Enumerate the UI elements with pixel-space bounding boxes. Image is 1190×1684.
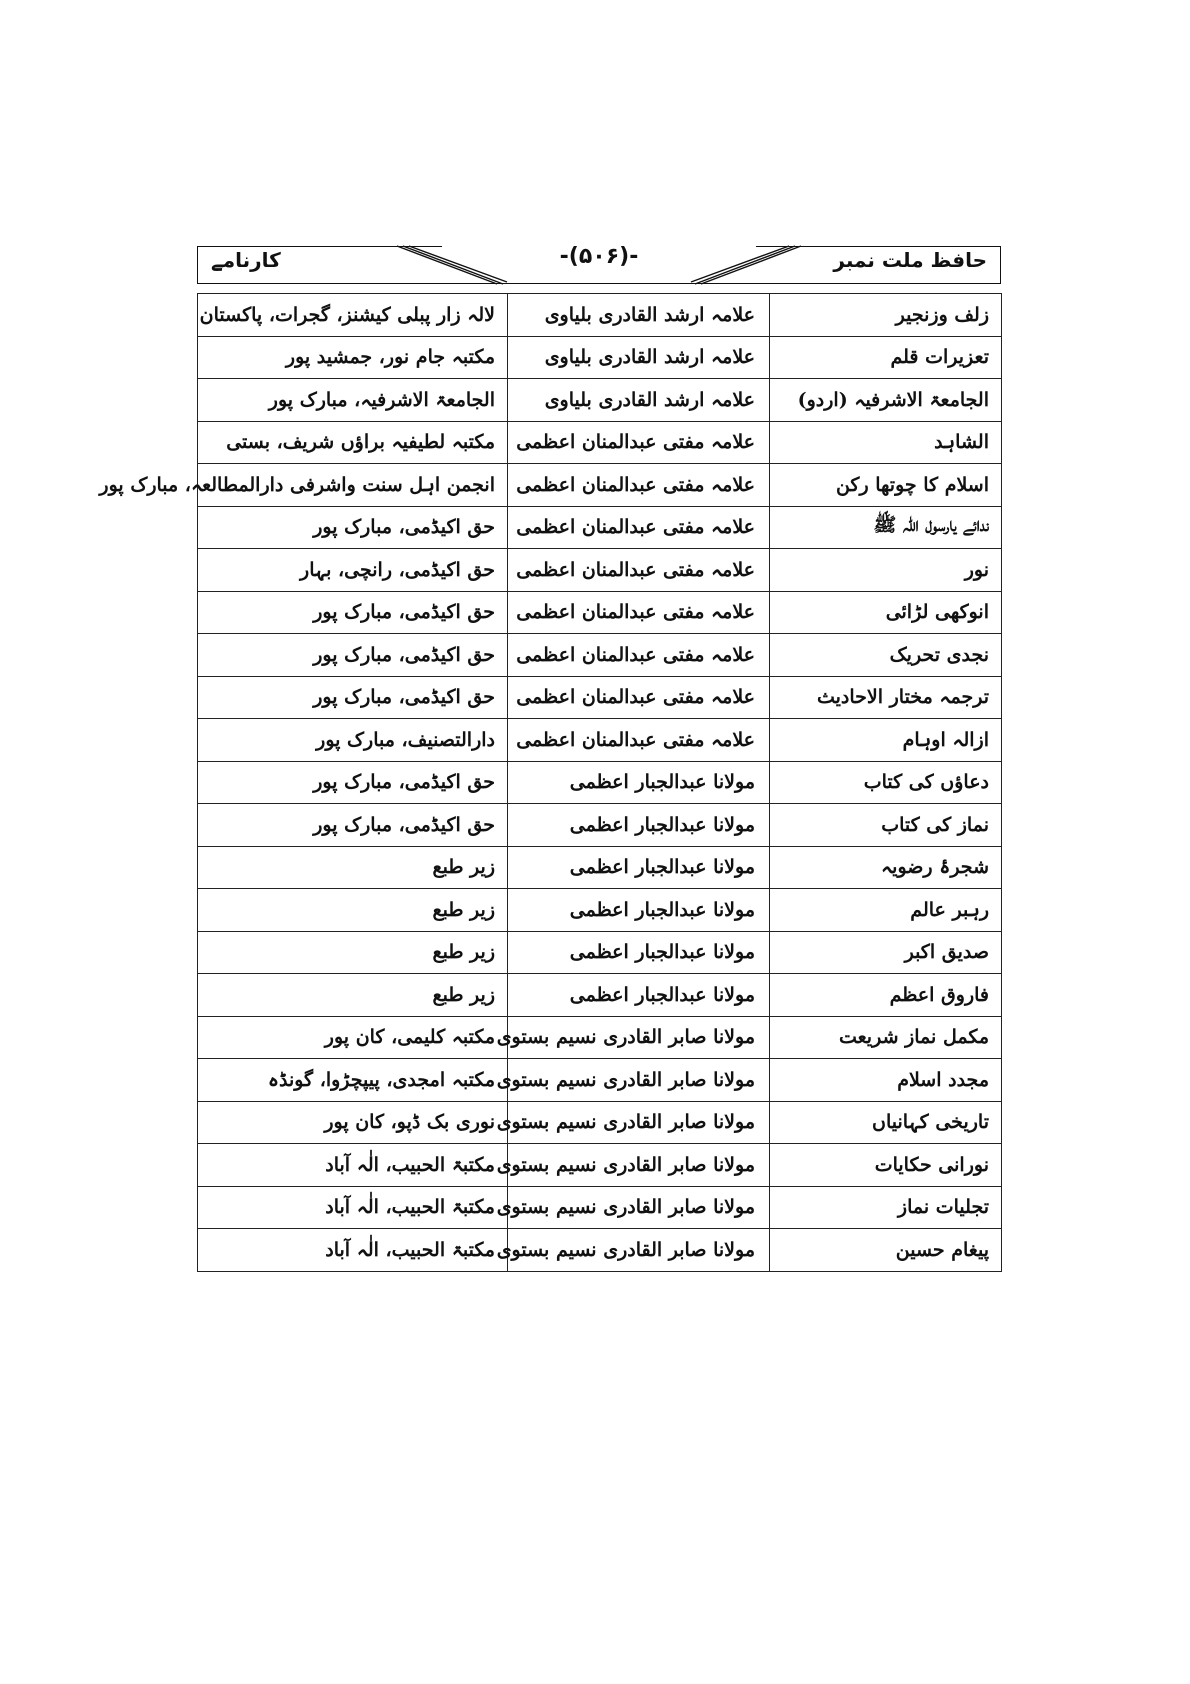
book-publisher-cell: مکتبہ جام نور، جمشید پور — [198, 336, 508, 379]
book-publisher-cell: مکتبہ کلیمی، کان پور — [198, 1016, 508, 1059]
book-publisher-cell: دارالتصنیف، مبارک پور — [198, 719, 508, 762]
book-title-cell: انوکھی لڑائی — [770, 591, 1002, 634]
book-publisher-cell: حق اکیڈمی، رانچی، بہار — [198, 549, 508, 592]
table-row — [198, 1101, 1002, 1144]
book-title-cell: نجدی تحریک — [770, 634, 1002, 677]
book-publisher-cell: زیر طبع — [198, 846, 508, 889]
page-number: -(۵۰۶)- — [559, 244, 639, 269]
book-author-cell: مولانا عبدالجبار اعظمی — [508, 761, 770, 804]
books-table — [99, 293, 1002, 1272]
book-author-cell: علامہ مفتی عبدالمنان اعظمی — [508, 719, 770, 762]
table-row — [198, 336, 1002, 379]
book-title-cell: شجرۂ رضویہ — [770, 846, 1002, 889]
header-rule — [197, 283, 1001, 284]
book-title-cell: تجلیات نماز — [770, 1186, 1002, 1229]
book-title-cell: نور — [770, 549, 1002, 592]
book-publisher-cell: انجمن اہل سنت واشرفی دارالمطالعہ، مبارک پور — [198, 464, 508, 507]
book-title-cell: الجامعۃ الاشرفیہ (اردو) — [770, 379, 1002, 422]
book-publisher-cell: مکتبۃ الحبیب، الٰہ آباد — [198, 1186, 508, 1229]
book-title-cell: مجدد اسلام — [770, 1059, 1002, 1102]
book-author-cell: علامہ ارشد القادری بلیاوی — [508, 379, 770, 422]
table-row — [198, 846, 1002, 889]
book-title-cell: نماز کی کتاب — [770, 804, 1002, 847]
table-row — [198, 464, 1002, 507]
table-row — [198, 974, 1002, 1017]
book-author-cell: مولانا صابر القادری نسیم بستوی — [508, 1059, 770, 1102]
table-row — [198, 804, 1002, 847]
book-author-cell: مولانا عبدالجبار اعظمی — [508, 889, 770, 932]
book-author-cell: مولانا عبدالجبار اعظمی — [508, 974, 770, 1017]
book-author-cell: مولانا عبدالجبار اعظمی — [508, 804, 770, 847]
book-title-cell: صدیق اکبر — [770, 931, 1002, 974]
table-row — [198, 719, 1002, 762]
book-author-cell: مولانا صابر القادری نسیم بستوی — [508, 1186, 770, 1229]
book-author-cell: مولانا عبدالجبار اعظمی — [508, 931, 770, 974]
table-row — [198, 506, 1002, 549]
table-row — [198, 634, 1002, 677]
book-publisher-cell: حق اکیڈمی، مبارک پور — [198, 676, 508, 719]
book-title-cell: الشاہد — [770, 421, 1002, 464]
book-author-cell: مولانا صابر القادری نسیم بستوی — [508, 1229, 770, 1272]
table-row — [198, 761, 1002, 804]
book-author-cell: مولانا صابر القادری نسیم بستوی — [508, 1101, 770, 1144]
book-publisher-cell: زیر طبع — [198, 889, 508, 932]
table-row — [198, 889, 1002, 932]
book-publisher-cell: حق اکیڈمی، مبارک پور — [198, 634, 508, 677]
book-author-cell: مولانا صابر القادری نسیم بستوی — [508, 1144, 770, 1187]
table-row — [198, 294, 1002, 337]
book-author-cell: علامہ مفتی عبدالمنان اعظمی — [508, 421, 770, 464]
table-row — [198, 421, 1002, 464]
page-header — [197, 240, 1001, 290]
book-publisher-cell: حق اکیڈمی، مبارک پور — [198, 506, 508, 549]
book-title-cell: ترجمہ مختار الاحادیث — [770, 676, 1002, 719]
book-title-cell: فاروق اعظم — [770, 974, 1002, 1017]
table-row — [198, 931, 1002, 974]
book-title-cell: تاریخی کہانیاں — [770, 1101, 1002, 1144]
book-title-cell: دعاؤں کی کتاب — [770, 761, 1002, 804]
book-title-cell: اسلام کا چوتھا رکن — [770, 464, 1002, 507]
book-author-cell: مولانا عبدالجبار اعظمی — [508, 846, 770, 889]
book-author-cell: علامہ ارشد القادری بلیاوی — [508, 294, 770, 337]
books-table-container — [99, 293, 1001, 1272]
table-row — [198, 1186, 1002, 1229]
table-row — [198, 1059, 1002, 1102]
book-title-cell: ازالہ اوہام — [770, 719, 1002, 762]
header-issue-title: حافظ ملت نمبر — [833, 248, 987, 272]
table-row — [198, 379, 1002, 422]
book-title-cell: ندائے یارسول اللہ ﷺ — [770, 506, 1002, 549]
book-author-cell: علامہ مفتی عبدالمنان اعظمی — [508, 676, 770, 719]
table-row — [198, 591, 1002, 634]
table-row — [198, 1016, 1002, 1059]
book-author-cell: علامہ مفتی عبدالمنان اعظمی — [508, 464, 770, 507]
table-row — [198, 549, 1002, 592]
book-title-cell: پیغام حسین — [770, 1229, 1002, 1272]
book-publisher-cell: مکتبۃ الحبیب، الٰہ آباد — [198, 1229, 508, 1272]
book-publisher-cell: زیر طبع — [198, 931, 508, 974]
book-publisher-cell: نوری بک ڈپو، کان پور — [198, 1101, 508, 1144]
table-row — [198, 1144, 1002, 1187]
book-title-cell: مکمل نماز شریعت — [770, 1016, 1002, 1059]
table-row — [198, 676, 1002, 719]
book-author-cell: علامہ مفتی عبدالمنان اعظمی — [508, 591, 770, 634]
header-section-label: کارنامے — [211, 248, 281, 272]
book-title-cell: زلف وزنجیر — [770, 294, 1002, 337]
book-author-cell: علامہ ارشد القادری بلیاوی — [508, 336, 770, 379]
book-title-cell: نورانی حکایات — [770, 1144, 1002, 1187]
book-author-cell: مولانا صابر القادری نسیم بستوی — [508, 1016, 770, 1059]
table-row — [198, 1229, 1002, 1272]
book-publisher-cell: حق اکیڈمی، مبارک پور — [198, 591, 508, 634]
book-publisher-cell: حق اکیڈمی، مبارک پور — [198, 804, 508, 847]
book-author-cell: علامہ مفتی عبدالمنان اعظمی — [508, 634, 770, 677]
book-publisher-cell: مکتبۃ الحبیب، الٰہ آباد — [198, 1144, 508, 1187]
book-title-cell: رہبر عالم — [770, 889, 1002, 932]
book-publisher-cell: مکتبہ امجدی، پیپچڑوا، گونڈہ — [198, 1059, 508, 1102]
book-publisher-cell: الجامعۃ الاشرفیہ، مبارک پور — [198, 379, 508, 422]
book-publisher-cell: زیر طبع — [198, 974, 508, 1017]
book-author-cell: علامہ مفتی عبدالمنان اعظمی — [508, 506, 770, 549]
book-publisher-cell: مکتبہ لطیفیہ براؤں شریف، بستی — [198, 421, 508, 464]
book-author-cell: علامہ مفتی عبدالمنان اعظمی — [508, 549, 770, 592]
book-title-cell: تعزیرات قلم — [770, 336, 1002, 379]
book-publisher-cell: لالہ زار پبلی کیشنز، گجرات، پاکستان — [198, 294, 508, 337]
book-publisher-cell: حق اکیڈمی، مبارک پور — [198, 761, 508, 804]
